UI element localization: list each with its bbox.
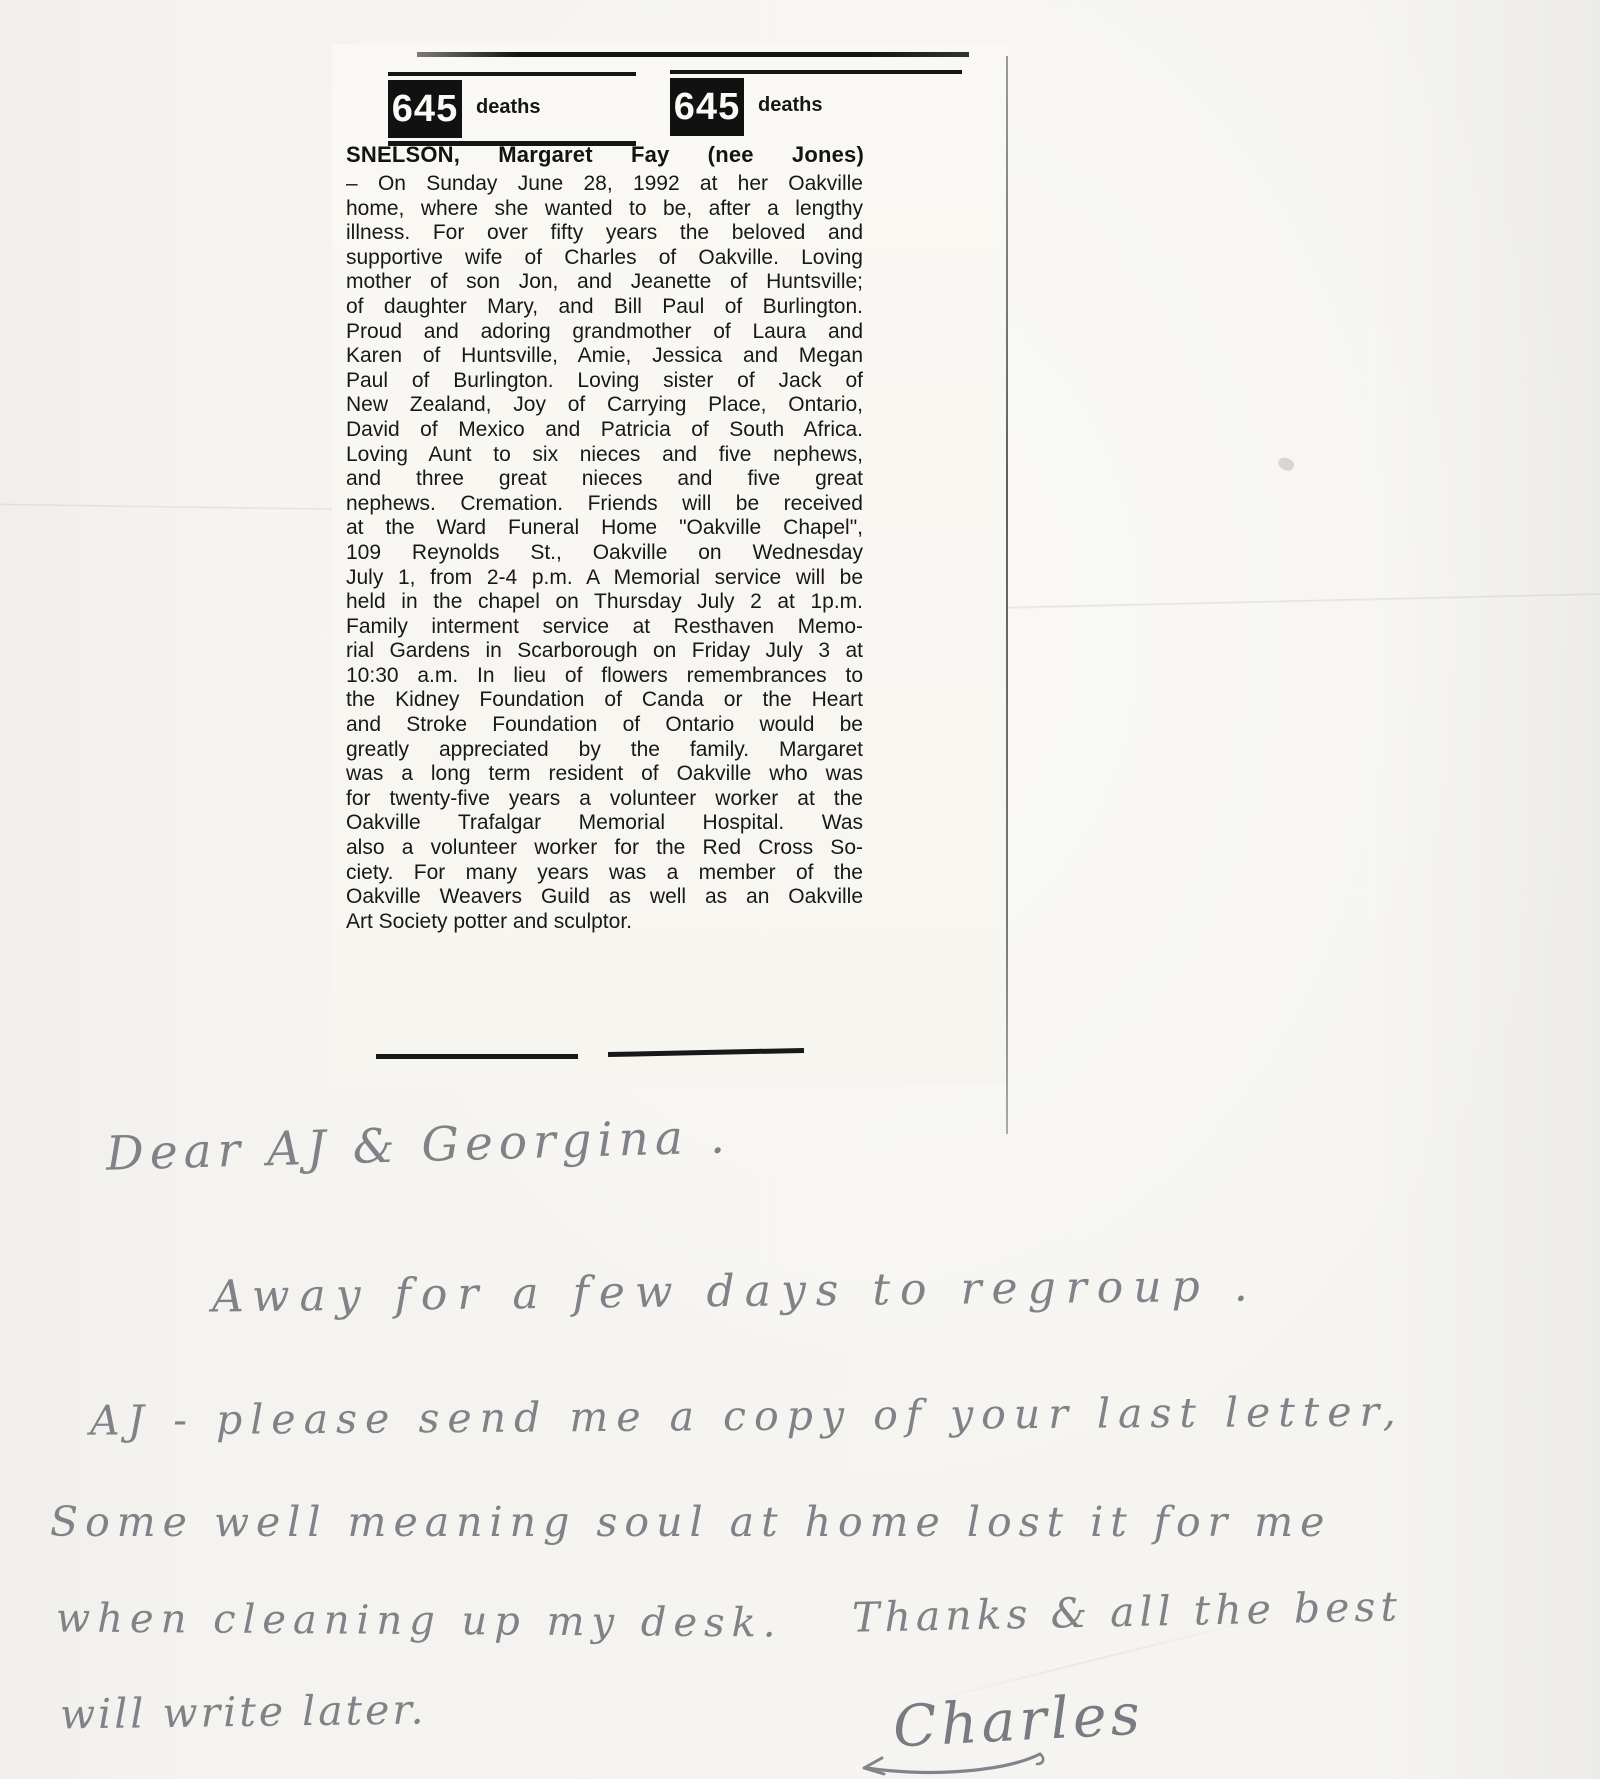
obituary-line: held in the chapel on Thursday July 2 at 1p.m. [346, 590, 863, 614]
obituary-line: – On Sunday June 28, 1992 at her Oakville [346, 172, 863, 195]
note-line: Thanks & all the best [851, 1582, 1403, 1642]
obituary-line: 109 Reynolds St., Oakville on Wednesday [346, 540, 863, 564]
obituary-line: mother of son Jon, and Jeanette of Huntsville; [346, 270, 863, 294]
obituary-line: New Zealand, Joy of Carrying Place, Ontario, [346, 393, 863, 417]
obituary-line: also a volunteer worker for the Red Cross So- [346, 836, 863, 860]
obituary-line: supportive wife of Charles of Oakville. Loving [346, 245, 863, 269]
obituary-line: and Stroke Foundation of Ontario would be [346, 713, 863, 737]
obituary-line: and three great nieces and five great [346, 467, 863, 491]
section-label: deaths [758, 94, 823, 116]
note-line: Away for a few days to regroup . [211, 1260, 1258, 1323]
obituary-line: the Kidney Foundation of Canda or the Heart [346, 688, 863, 712]
obituary-line: Oakville Weavers Guild as well as an Oakville [346, 885, 863, 909]
pencil-smudge [1276, 455, 1296, 473]
clipping-torn-edge [1006, 56, 1008, 1134]
obituary-line: Karen of Huntsville, Amie, Jessica and Megan [346, 344, 863, 368]
obituary-line: of daughter Mary, and Bill Paul of Burlington. [346, 294, 863, 318]
note-line: when cleaning up my desk. [55, 1595, 783, 1647]
clipping-bottom-bar-right [608, 1048, 804, 1057]
obituary-line: for twenty-five years a volunteer worker at the [346, 786, 863, 810]
obituary-line: rial Gardens in Scarborough on Friday July 3 at [346, 639, 863, 663]
section-number-badge: 645 [388, 80, 462, 138]
obituary-line: 10:30 a.m. In lieu of flowers remembrances to [346, 663, 863, 687]
paper-crease-right [1006, 593, 1600, 610]
obituary-line: home, where she wanted to be, after a lengthy [346, 196, 863, 220]
note-greeting: Dear AJ & Georgina . [105, 1109, 732, 1182]
section-header-left [388, 72, 636, 146]
signature-flourish-icon [848, 1748, 1048, 1779]
obituary-headline: SNELSON, Margaret Fay (nee Jones) [346, 142, 864, 167]
obituary-line: Proud and adoring grandmother of Laura and [346, 319, 863, 343]
section-label: deaths [476, 96, 541, 118]
obituary-line: Paul of Burlington. Loving sister of Jack of [346, 368, 863, 392]
obituary-line: ciety. For many years was a member of the [346, 860, 863, 884]
section-header-right [670, 70, 962, 146]
section-number-badge: 645 [670, 78, 744, 136]
signature: Charles [891, 1681, 1146, 1761]
obituary-line: greatly appreciated by the family. Margaret [346, 737, 863, 761]
note-line: Some well meaning soul at home lost it for me [50, 1498, 1332, 1546]
obituary-line: was a long term resident of Oakville who was [346, 762, 863, 786]
obituary-line: nephews. Cremation. Friends will be received [346, 491, 863, 515]
note-line: will write later. [59, 1685, 427, 1739]
paper-crease-left [0, 504, 339, 512]
section-header-top-bar [670, 70, 962, 74]
obituary-line: Family interment service at Resthaven Memo- [346, 614, 863, 638]
obituary-body [346, 172, 863, 934]
clipping-bottom-bar-left [376, 1054, 578, 1059]
clipping-top-rule [417, 52, 969, 57]
obituary-line: at the Ward Funeral Home "Oakville Chapel", [346, 516, 863, 540]
obituary-line: July 1, from 2-4 p.m. A Memorial service will be [346, 565, 863, 589]
newspaper-clipping [332, 44, 1008, 1084]
note-line: AJ - please send me a copy of your last letter, [89, 1387, 1404, 1445]
obituary-line: illness. For over fifty years the beloved and [346, 221, 863, 245]
section-header-top-bar [388, 72, 636, 76]
obituary-line: Loving Aunt to six nieces and five nephews, [346, 442, 863, 466]
obituary-line: David of Mexico and Patricia of South Africa. [346, 417, 863, 441]
obituary-line: Art Society potter and sculptor. [346, 909, 632, 933]
obituary-line: Oakville Trafalgar Memorial Hospital. Was [346, 811, 863, 835]
